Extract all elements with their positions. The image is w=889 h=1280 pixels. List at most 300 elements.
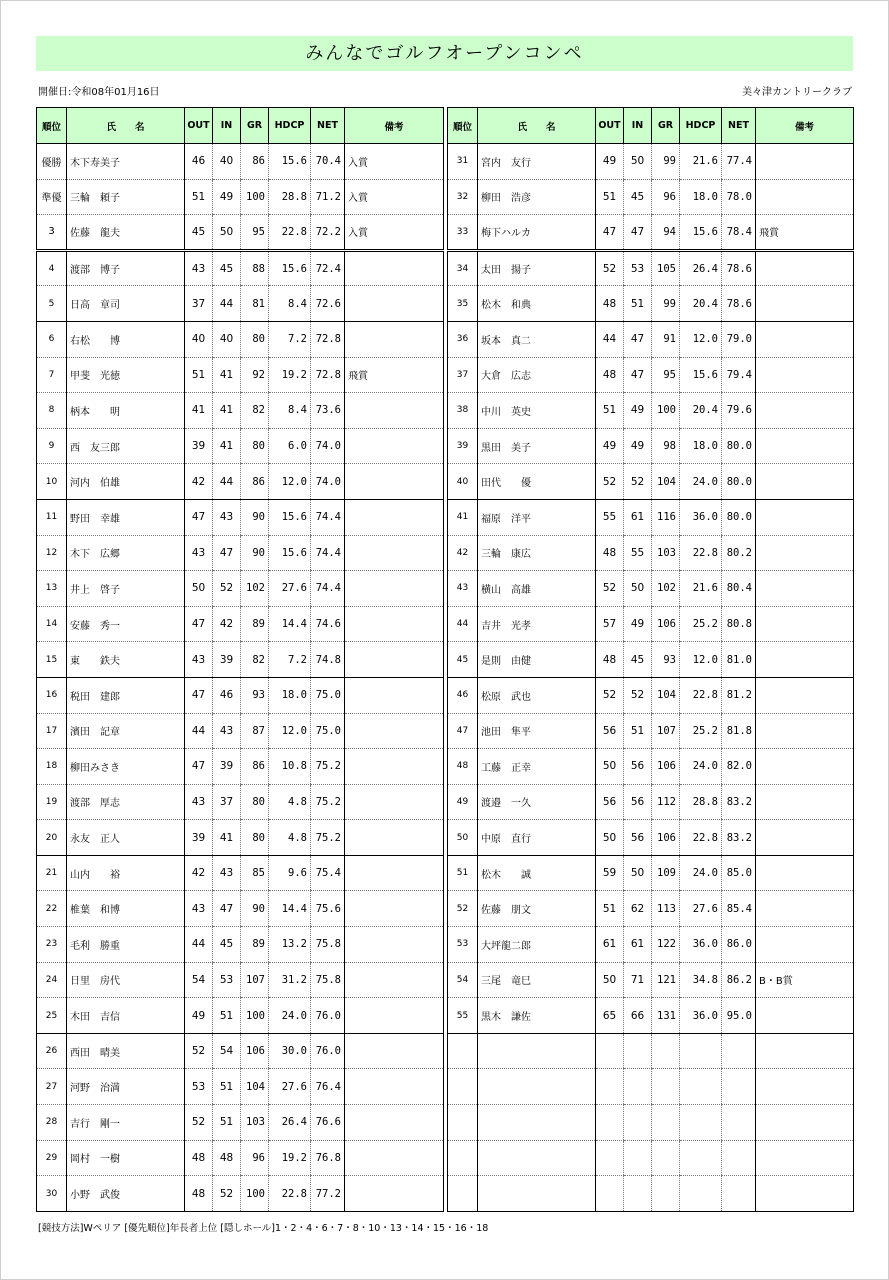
table-row <box>37 571 444 607</box>
remark-cell <box>756 642 854 678</box>
remark-cell <box>756 499 854 535</box>
player-name-cell: 東 鉄夫 <box>67 642 185 678</box>
out-score-cell: 43 <box>185 642 213 678</box>
out-score-cell: 39 <box>185 428 213 464</box>
in-score-cell: 39 <box>213 749 241 785</box>
rank-cell: 49 <box>448 784 478 820</box>
remark-cell <box>756 1176 854 1212</box>
out-score-cell: 49 <box>185 998 213 1034</box>
remark-cell <box>345 891 444 927</box>
in-score-cell: 41 <box>213 393 241 429</box>
gross-score-cell: 89 <box>241 927 269 963</box>
handicap-cell: 15.6 <box>680 357 722 393</box>
out-score-cell: 42 <box>185 855 213 891</box>
out-score-cell: 48 <box>596 357 624 393</box>
header-remark: 備考 <box>345 108 444 144</box>
gross-score-cell: 99 <box>652 144 680 180</box>
net-score-cell: 75.2 <box>311 820 345 856</box>
rank-cell: 20 <box>37 820 67 856</box>
remark-cell <box>756 144 854 180</box>
table-row <box>448 713 854 749</box>
gross-score-cell: 93 <box>652 642 680 678</box>
rank-cell: 15 <box>37 642 67 678</box>
gross-score-cell: 107 <box>652 713 680 749</box>
in-score-cell: 49 <box>213 179 241 215</box>
player-name-cell: 池田 隼平 <box>478 713 596 749</box>
out-score-cell <box>596 1140 624 1176</box>
table-row <box>37 464 444 500</box>
header-in: IN <box>624 108 652 144</box>
handicap-cell: 8.4 <box>269 286 311 322</box>
gross-score-cell: 90 <box>241 535 269 571</box>
rank-cell: 51 <box>448 855 478 891</box>
handicap-cell: 7.2 <box>269 321 311 357</box>
net-score-cell: 79.6 <box>722 393 756 429</box>
net-score-cell <box>722 1105 756 1141</box>
gross-score-cell: 112 <box>652 784 680 820</box>
remark-cell <box>345 1069 444 1105</box>
table-row <box>37 749 444 785</box>
handicap-cell: 22.8 <box>680 820 722 856</box>
net-score-cell: 78.6 <box>722 286 756 322</box>
remark-cell <box>756 784 854 820</box>
in-score-cell: 47 <box>624 357 652 393</box>
in-score-cell: 46 <box>213 677 241 713</box>
gross-score-cell: 80 <box>241 784 269 820</box>
handicap-cell: 15.6 <box>269 144 311 180</box>
out-score-cell <box>596 1176 624 1212</box>
out-score-cell: 50 <box>596 962 624 998</box>
rank-cell: 38 <box>448 393 478 429</box>
in-score-cell <box>624 1140 652 1176</box>
net-score-cell: 81.8 <box>722 713 756 749</box>
in-score-cell: 45 <box>624 179 652 215</box>
gross-score-cell: 103 <box>652 535 680 571</box>
player-name-cell: 木田 吉信 <box>67 998 185 1034</box>
header-hdcp: HDCP <box>680 108 722 144</box>
remark-cell <box>345 998 444 1034</box>
handicap-cell: 27.6 <box>680 891 722 927</box>
out-score-cell: 43 <box>185 784 213 820</box>
remark-cell <box>756 998 854 1034</box>
out-score-cell <box>596 1105 624 1141</box>
net-score-cell: 81.2 <box>722 677 756 713</box>
player-name-cell: 三輪 康広 <box>478 535 596 571</box>
handicap-cell: 36.0 <box>680 998 722 1034</box>
table-row <box>448 215 854 251</box>
gross-score-cell: 81 <box>241 286 269 322</box>
gross-score-cell: 96 <box>652 179 680 215</box>
player-name-cell: 西 友三郎 <box>67 428 185 464</box>
gross-score-cell <box>652 1033 680 1069</box>
remark-cell <box>756 677 854 713</box>
handicap-cell: 20.4 <box>680 286 722 322</box>
table-row <box>448 677 854 713</box>
rank-cell: 22 <box>37 891 67 927</box>
net-score-cell: 83.2 <box>722 820 756 856</box>
table-row <box>448 144 854 180</box>
in-score-cell: 61 <box>624 499 652 535</box>
out-score-cell: 47 <box>185 499 213 535</box>
player-name-cell: 木下寿美子 <box>67 144 185 180</box>
gross-score-cell: 80 <box>241 820 269 856</box>
gross-score-cell: 131 <box>652 998 680 1034</box>
out-score-cell <box>596 1033 624 1069</box>
net-score-cell <box>722 1069 756 1105</box>
competition-rules-note: [競技方法]Wペリア [優先順位]年長者上位 [隠しホール]1・2・4・6・7・8・10・13・14・15・16・18 <box>38 1223 489 1234</box>
remark-cell <box>345 820 444 856</box>
player-name-cell <box>478 1176 596 1212</box>
net-score-cell: 75.8 <box>311 927 345 963</box>
club-name: 美々津カントリークラブ <box>742 87 852 98</box>
in-score-cell <box>624 1176 652 1212</box>
remark-cell <box>345 321 444 357</box>
net-score-cell: 85.4 <box>722 891 756 927</box>
handicap-cell: 15.6 <box>269 499 311 535</box>
remark-cell <box>756 1105 854 1141</box>
handicap-cell: 12.0 <box>269 464 311 500</box>
player-name-cell: 山内 裕 <box>67 855 185 891</box>
gross-score-cell <box>652 1069 680 1105</box>
remark-cell <box>345 855 444 891</box>
in-score-cell: 56 <box>624 749 652 785</box>
out-score-cell: 42 <box>185 464 213 500</box>
remark-cell <box>345 962 444 998</box>
rank-cell: 31 <box>448 144 478 180</box>
rank-cell: 17 <box>37 713 67 749</box>
player-name-cell: 宮内 友行 <box>478 144 596 180</box>
net-score-cell: 72.6 <box>311 286 345 322</box>
handicap-cell: 28.8 <box>680 784 722 820</box>
table-row <box>448 784 854 820</box>
rank-cell: 42 <box>448 535 478 571</box>
handicap-cell <box>680 1105 722 1141</box>
gross-score-cell: 103 <box>241 1105 269 1141</box>
in-score-cell: 45 <box>624 642 652 678</box>
handicap-cell <box>680 1176 722 1212</box>
net-score-cell: 86.0 <box>722 927 756 963</box>
in-score-cell: 52 <box>213 1176 241 1212</box>
handicap-cell: 13.2 <box>269 927 311 963</box>
header-net: NET <box>311 108 345 144</box>
out-score-cell: 65 <box>596 998 624 1034</box>
event-date: 開催日:令和08年01月16日 <box>38 87 160 98</box>
in-score-cell: 71 <box>624 962 652 998</box>
page-title: みんなでゴルフオープンコンペ <box>36 36 853 71</box>
gross-score-cell: 106 <box>652 749 680 785</box>
handicap-cell: 7.2 <box>269 642 311 678</box>
handicap-cell: 21.6 <box>680 571 722 607</box>
out-score-cell: 59 <box>596 855 624 891</box>
player-name-cell: 渡邉 一久 <box>478 784 596 820</box>
table-row <box>448 1033 854 1069</box>
player-name-cell: 福原 洋平 <box>478 499 596 535</box>
rank-cell: 32 <box>448 179 478 215</box>
remark-cell <box>756 713 854 749</box>
header-rank: 順位 <box>448 108 478 144</box>
in-score-cell: 40 <box>213 144 241 180</box>
rank-cell: 30 <box>37 1176 67 1212</box>
gross-score-cell: 100 <box>241 998 269 1034</box>
handicap-cell: 4.8 <box>269 784 311 820</box>
net-score-cell: 74.4 <box>311 499 345 535</box>
in-score-cell: 37 <box>213 784 241 820</box>
handicap-cell: 24.0 <box>680 749 722 785</box>
table-row <box>448 891 854 927</box>
in-score-cell: 52 <box>624 464 652 500</box>
table-row <box>448 499 854 535</box>
out-score-cell: 43 <box>185 891 213 927</box>
net-score-cell: 74.0 <box>311 464 345 500</box>
handicap-cell: 12.0 <box>680 642 722 678</box>
out-score-cell: 44 <box>596 321 624 357</box>
net-score-cell: 76.6 <box>311 1105 345 1141</box>
out-score-cell: 47 <box>185 677 213 713</box>
header-name: 氏 名 <box>478 108 596 144</box>
in-score-cell: 40 <box>213 321 241 357</box>
remark-cell <box>345 677 444 713</box>
in-score-cell: 52 <box>624 677 652 713</box>
in-score-cell: 48 <box>213 1140 241 1176</box>
remark-cell: 飛賞 <box>345 357 444 393</box>
gross-score-cell: 80 <box>241 321 269 357</box>
table-row <box>37 927 444 963</box>
gross-score-cell: 99 <box>652 286 680 322</box>
table-row <box>37 428 444 464</box>
net-score-cell: 76.0 <box>311 1033 345 1069</box>
table-row <box>37 855 444 891</box>
rank-cell: 46 <box>448 677 478 713</box>
rank-cell: 39 <box>448 428 478 464</box>
gross-score-cell: 85 <box>241 855 269 891</box>
net-score-cell: 80.8 <box>722 606 756 642</box>
player-name-cell: 佐藤 龍夫 <box>67 215 185 251</box>
table-row <box>448 357 854 393</box>
remark-cell: 入賞 <box>345 215 444 251</box>
rank-cell: 50 <box>448 820 478 856</box>
player-name-cell: 田代 優 <box>478 464 596 500</box>
handicap-cell: 28.8 <box>269 179 311 215</box>
net-score-cell: 80.2 <box>722 535 756 571</box>
in-score-cell: 53 <box>213 962 241 998</box>
handicap-cell: 12.0 <box>269 713 311 749</box>
player-name-cell: 野田 幸雄 <box>67 499 185 535</box>
gross-score-cell: 122 <box>652 927 680 963</box>
header-rank: 順位 <box>37 108 67 144</box>
gross-score-cell: 116 <box>652 499 680 535</box>
net-score-cell: 80.0 <box>722 499 756 535</box>
out-score-cell: 56 <box>596 713 624 749</box>
rank-cell: 48 <box>448 749 478 785</box>
remark-cell <box>756 927 854 963</box>
net-score-cell: 77.2 <box>311 1176 345 1212</box>
net-score-cell: 95.0 <box>722 998 756 1034</box>
player-name-cell: 大坪龍二郎 <box>478 927 596 963</box>
in-score-cell: 41 <box>213 428 241 464</box>
rank-cell: 35 <box>448 286 478 322</box>
remark-cell <box>756 321 854 357</box>
in-score-cell: 45 <box>213 250 241 286</box>
rank-cell: 40 <box>448 464 478 500</box>
gross-score-cell: 104 <box>652 464 680 500</box>
table-row <box>37 606 444 642</box>
in-score-cell: 55 <box>624 535 652 571</box>
rank-cell: 7 <box>37 357 67 393</box>
handicap-cell <box>680 1069 722 1105</box>
gross-score-cell: 105 <box>652 250 680 286</box>
table-row <box>448 1105 854 1141</box>
out-score-cell <box>596 1069 624 1105</box>
rank-cell: 47 <box>448 713 478 749</box>
table-row <box>448 820 854 856</box>
rank-cell: 25 <box>37 998 67 1034</box>
table-row <box>37 1176 444 1212</box>
table-row <box>37 1140 444 1176</box>
gross-score-cell <box>652 1105 680 1141</box>
rank-cell <box>448 1140 478 1176</box>
in-score-cell: 39 <box>213 642 241 678</box>
net-score-cell: 74.8 <box>311 642 345 678</box>
player-name-cell: 太田 揚子 <box>478 250 596 286</box>
gross-score-cell: 88 <box>241 250 269 286</box>
rank-cell <box>448 1033 478 1069</box>
gross-score-cell: 96 <box>241 1140 269 1176</box>
remark-cell <box>756 286 854 322</box>
player-name-cell: 毛利 勝重 <box>67 927 185 963</box>
table-row <box>37 820 444 856</box>
gross-score-cell: 80 <box>241 428 269 464</box>
out-score-cell: 50 <box>596 749 624 785</box>
header-gr: GR <box>241 108 269 144</box>
out-score-cell: 48 <box>596 642 624 678</box>
rank-cell: 55 <box>448 998 478 1034</box>
in-score-cell: 43 <box>213 713 241 749</box>
net-score-cell: 74.6 <box>311 606 345 642</box>
table-row <box>37 1105 444 1141</box>
remark-cell <box>345 499 444 535</box>
player-name-cell: 坂本 真二 <box>478 321 596 357</box>
in-score-cell: 47 <box>624 215 652 251</box>
rank-cell: 14 <box>37 606 67 642</box>
remark-cell <box>345 606 444 642</box>
player-name-cell: 日高 章司 <box>67 286 185 322</box>
table-row <box>448 393 854 429</box>
header-net: NET <box>722 108 756 144</box>
table-row <box>37 286 444 322</box>
gross-score-cell: 102 <box>241 571 269 607</box>
player-name-cell: 右松 博 <box>67 321 185 357</box>
net-score-cell <box>722 1176 756 1212</box>
remark-cell <box>756 393 854 429</box>
in-score-cell: 62 <box>624 891 652 927</box>
handicap-cell: 10.8 <box>269 749 311 785</box>
in-score-cell: 50 <box>624 855 652 891</box>
out-score-cell: 49 <box>596 144 624 180</box>
remark-cell: 飛賞 <box>756 215 854 251</box>
out-score-cell: 48 <box>596 286 624 322</box>
table-header-row <box>448 108 854 144</box>
player-name-cell: 西田 晴美 <box>67 1033 185 1069</box>
remark-cell <box>756 606 854 642</box>
player-name-cell <box>478 1069 596 1105</box>
rank-cell: 24 <box>37 962 67 998</box>
out-score-cell: 56 <box>596 784 624 820</box>
remark-cell: 入賞 <box>345 144 444 180</box>
player-name-cell: 永友 正人 <box>67 820 185 856</box>
handicap-cell: 6.0 <box>269 428 311 464</box>
table-row <box>448 321 854 357</box>
net-score-cell: 73.6 <box>311 393 345 429</box>
remark-cell <box>756 1033 854 1069</box>
handicap-cell: 24.0 <box>269 998 311 1034</box>
out-score-cell: 52 <box>185 1105 213 1141</box>
net-score-cell: 71.2 <box>311 179 345 215</box>
out-score-cell: 37 <box>185 286 213 322</box>
out-score-cell: 39 <box>185 820 213 856</box>
remark-cell <box>756 464 854 500</box>
net-score-cell: 80.0 <box>722 428 756 464</box>
gross-score-cell: 100 <box>652 393 680 429</box>
handicap-cell: 24.0 <box>680 855 722 891</box>
out-score-cell: 53 <box>185 1069 213 1105</box>
net-score-cell: 82.0 <box>722 749 756 785</box>
in-score-cell: 49 <box>624 606 652 642</box>
handicap-cell: 8.4 <box>269 393 311 429</box>
header-out: OUT <box>596 108 624 144</box>
player-name-cell: 渡部 博子 <box>67 250 185 286</box>
out-score-cell: 40 <box>185 321 213 357</box>
player-name-cell: 横山 高雄 <box>478 571 596 607</box>
in-score-cell: 51 <box>624 286 652 322</box>
net-score-cell: 76.0 <box>311 998 345 1034</box>
out-score-cell: 51 <box>185 357 213 393</box>
gross-score-cell: 94 <box>652 215 680 251</box>
table-row <box>37 250 444 286</box>
in-score-cell: 41 <box>213 357 241 393</box>
in-score-cell: 51 <box>213 1105 241 1141</box>
table-row <box>37 535 444 571</box>
remark-cell <box>345 927 444 963</box>
out-score-cell: 41 <box>185 393 213 429</box>
gross-score-cell: 95 <box>241 215 269 251</box>
out-score-cell: 51 <box>596 891 624 927</box>
handicap-cell: 31.2 <box>269 962 311 998</box>
table-row <box>37 891 444 927</box>
remark-cell <box>345 1105 444 1141</box>
table-row <box>448 749 854 785</box>
player-name-cell: 黒田 美子 <box>478 428 596 464</box>
player-name-cell: 松木 和典 <box>478 286 596 322</box>
handicap-cell: 18.0 <box>680 428 722 464</box>
player-name-cell: 中川 英史 <box>478 393 596 429</box>
net-score-cell: 74.4 <box>311 535 345 571</box>
rank-cell: 8 <box>37 393 67 429</box>
in-score-cell: 56 <box>624 820 652 856</box>
remark-cell <box>756 749 854 785</box>
handicap-cell: 25.2 <box>680 606 722 642</box>
in-score-cell: 56 <box>624 784 652 820</box>
rank-cell: 27 <box>37 1069 67 1105</box>
table-row <box>37 713 444 749</box>
header-name: 氏 名 <box>67 108 185 144</box>
in-score-cell <box>624 1069 652 1105</box>
remark-cell <box>345 1176 444 1212</box>
table-row <box>448 642 854 678</box>
gross-score-cell: 104 <box>652 677 680 713</box>
player-name-cell: 税田 建郎 <box>67 677 185 713</box>
handicap-cell: 25.2 <box>680 713 722 749</box>
gross-score-cell <box>652 1176 680 1212</box>
